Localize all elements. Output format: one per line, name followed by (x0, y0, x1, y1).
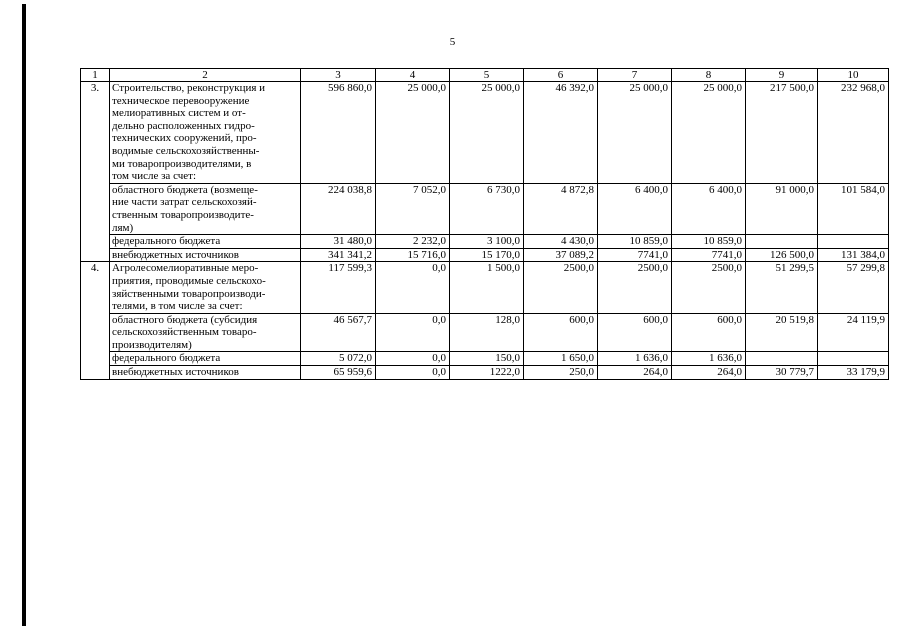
row-name-line: телями, в том числе за счет: (112, 300, 243, 313)
value-cell: 131 384,0 (818, 248, 889, 262)
table-row (81, 352, 889, 366)
row-name-cell (110, 183, 301, 234)
column-header: 4 (376, 69, 450, 82)
row-name-line: ственным товаропроизводите- (112, 208, 254, 221)
row-name-line: внебюджетных источников (112, 248, 239, 261)
row-name-line: федерального бюджета (112, 352, 221, 365)
row-name-line: мелиоративных систем и от- (112, 107, 246, 120)
value-cell: 37 089,2 (524, 248, 598, 262)
row-name-line: областного бюджета (возмеще- (112, 183, 258, 196)
row-name-line: сельскохозяйственным товаро- (112, 326, 257, 339)
value-cell: 101 584,0 (818, 183, 889, 234)
value-cell: 128,0 (450, 313, 524, 352)
table-row (81, 313, 889, 352)
value-cell: 600,0 (672, 313, 746, 352)
value-cell: 7741,0 (672, 248, 746, 262)
column-header: 3 (301, 69, 376, 82)
column-header: 9 (746, 69, 818, 82)
table-row (81, 262, 889, 313)
column-header: 5 (450, 69, 524, 82)
value-cell: 2500,0 (598, 262, 672, 313)
row-name-line: дельно расположенных гидро- (112, 119, 255, 132)
row-name-line: зяйственными товаропроизводи- (112, 287, 266, 300)
row-name-cell (110, 352, 301, 366)
value-cell: 20 519,8 (746, 313, 818, 352)
row-name-line: технических сооружений, про- (112, 132, 257, 145)
section-number: 3. (81, 82, 110, 262)
value-cell: 46 567,7 (301, 313, 376, 352)
column-number-row (81, 69, 889, 82)
value-cell: 7741,0 (598, 248, 672, 262)
row-name-line: лям) (112, 221, 134, 234)
table-row (81, 366, 889, 380)
table-body (81, 69, 889, 380)
value-cell: 232 968,0 (818, 82, 889, 184)
value-cell: 1 650,0 (524, 352, 598, 366)
column-header: 1 (81, 69, 110, 82)
left-margin-bar (22, 4, 26, 626)
value-cell: 6 400,0 (598, 183, 672, 234)
row-name-line: производителям) (112, 338, 192, 351)
value-cell: 25 000,0 (598, 82, 672, 184)
value-cell: 117 599,3 (301, 262, 376, 313)
value-cell: 0,0 (376, 262, 450, 313)
value-cell: 0,0 (376, 366, 450, 380)
value-cell: 5 072,0 (301, 352, 376, 366)
value-cell: 1 636,0 (672, 352, 746, 366)
value-cell: 264,0 (598, 366, 672, 380)
row-name-cell (110, 82, 301, 184)
value-cell: 4 872,8 (524, 183, 598, 234)
value-cell: 600,0 (598, 313, 672, 352)
row-name-line: Агролесомелиоративные меро- (112, 262, 259, 275)
column-header: 2 (110, 69, 301, 82)
value-cell: 57 299,8 (818, 262, 889, 313)
value-cell (818, 352, 889, 366)
value-cell: 224 038,8 (301, 183, 376, 234)
row-name-line: областного бюджета (субсидия (112, 313, 258, 326)
page-number: 5 (449, 36, 456, 48)
value-cell: 341 341,2 (301, 248, 376, 262)
value-cell (746, 235, 818, 249)
value-cell: 150,0 (450, 352, 524, 366)
table-row (81, 235, 889, 249)
column-header: 10 (818, 69, 889, 82)
column-header: 7 (598, 69, 672, 82)
value-cell: 7 052,0 (376, 183, 450, 234)
value-cell: 6 400,0 (672, 183, 746, 234)
value-cell: 2 232,0 (376, 235, 450, 249)
row-name-line: водимые сельскохозяйственны- (112, 144, 260, 157)
value-cell (746, 352, 818, 366)
row-name-line: федерального бюджета (112, 235, 221, 248)
row-name-line: техническое перевооружение (112, 94, 250, 107)
value-cell: 25 000,0 (450, 82, 524, 184)
value-cell: 2500,0 (524, 262, 598, 313)
row-name-line: ми товаропроизводителями, в (112, 157, 252, 170)
value-cell: 0,0 (376, 352, 450, 366)
value-cell: 24 119,9 (818, 313, 889, 352)
row-name-cell (110, 366, 301, 380)
column-header: 8 (672, 69, 746, 82)
value-cell: 31 480,0 (301, 235, 376, 249)
value-cell: 1 500,0 (450, 262, 524, 313)
row-name-line: Строительство, реконструкция и (112, 82, 266, 94)
value-cell: 596 860,0 (301, 82, 376, 184)
value-cell (818, 235, 889, 249)
row-name-cell (110, 248, 301, 262)
value-cell: 250,0 (524, 366, 598, 380)
row-name-cell (110, 235, 301, 249)
value-cell: 65 959,6 (301, 366, 376, 380)
value-cell: 1 636,0 (598, 352, 672, 366)
row-name-line: внебюджетных источников (112, 366, 239, 379)
value-cell: 25 000,0 (376, 82, 450, 184)
section-number: 4. (81, 262, 110, 379)
row-name-line: том числе за счет: (112, 170, 197, 183)
value-cell: 600,0 (524, 313, 598, 352)
value-cell: 15 170,0 (450, 248, 524, 262)
value-cell: 217 500,0 (746, 82, 818, 184)
column-header: 6 (524, 69, 598, 82)
value-cell: 4 430,0 (524, 235, 598, 249)
value-cell: 10 859,0 (598, 235, 672, 249)
value-cell: 6 730,0 (450, 183, 524, 234)
table-row (81, 82, 889, 184)
value-cell: 91 000,0 (746, 183, 818, 234)
row-name-cell (110, 262, 301, 313)
value-cell: 1222,0 (450, 366, 524, 380)
value-cell: 0,0 (376, 313, 450, 352)
value-cell: 10 859,0 (672, 235, 746, 249)
value-cell: 264,0 (672, 366, 746, 380)
value-cell: 3 100,0 (450, 235, 524, 249)
value-cell: 30 779,7 (746, 366, 818, 380)
row-name-line: ние части затрат сельскохозяй- (112, 196, 257, 209)
value-cell: 15 716,0 (376, 248, 450, 262)
value-cell: 51 299,5 (746, 262, 818, 313)
row-name-cell (110, 313, 301, 352)
table-row (81, 183, 889, 234)
value-cell: 33 179,9 (818, 366, 889, 380)
value-cell: 2500,0 (672, 262, 746, 313)
value-cell: 126 500,0 (746, 248, 818, 262)
value-cell: 46 392,0 (524, 82, 598, 184)
row-name-line: приятия, проводимые сельскохо- (112, 274, 266, 287)
budget-table (80, 68, 889, 380)
table-row (81, 248, 889, 262)
value-cell: 25 000,0 (672, 82, 746, 184)
